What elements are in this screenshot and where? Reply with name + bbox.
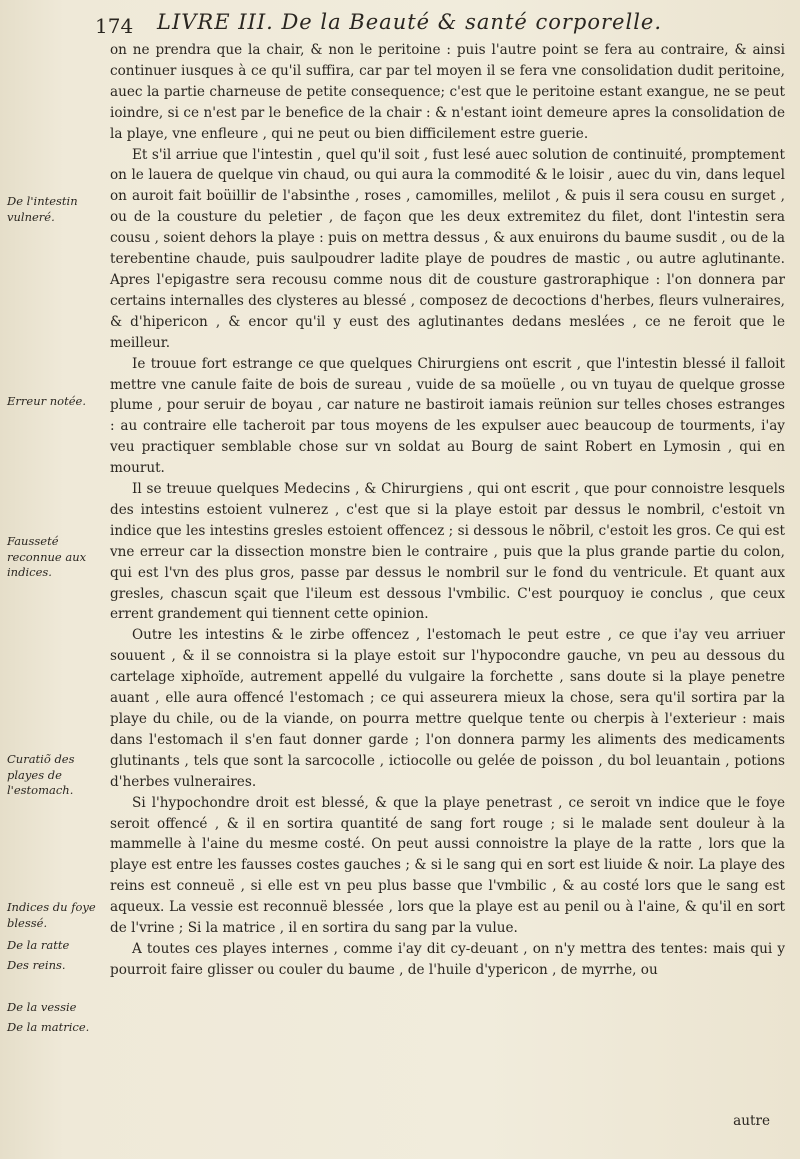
- margin-note-matrice: De la matrice.: [7, 1020, 90, 1034]
- paragraph: Si l'hypochondre droit est blessé, & que la playe penetrast , ce seroit vn indice que le foye seroit offencé , & il en sortira quantité de sang fort rouge ; si le malade sent douleur à la mammelle à l'aine du mesme costé. On peut aussi connoistre la playe de la ratte , lors que la playe est entre les fausses costes gauches ; & si le sang qui en sort est liuide & noir. La playe des reins est conneuë , si elle est vn peu plus basse que l'vmbilic , & au costé lors que le sang est aqueux. La vessie est reconnuë blessée , lors que la playe est au penil ou à l'aine, & qu'il en sort de l'vrine ; Si la matrice , il en sortira du sang par la vulue.: [110, 794, 785, 937]
- margin-note-intestin: De l'intestin vulneré.: [7, 194, 78, 224]
- page-header: [95, 8, 785, 40]
- paragraph: on ne prendra que la chair, & non le peritoine : puis l'autre point se fera au contraire, & ainsi continuer iusques à ce qu'il suffira, car par tel moyen il se fera vne consolidation dudit peritoine, auec la partie charneuse de petite consequence; c'est que le peritoine estant exangue, ne se peut ioindre, si ce n'est par le benefice de la chair : & n'estant ioint demeure apres la consolidation de la playe, vne enfleure , qui ne peut ou bien difficilement estre guerie.: [110, 42, 785, 142]
- margin-note-foye: Indices du foye blessé.: [7, 900, 96, 930]
- paragraph: A toutes ces playes internes , comme i'ay dit cy-deuant , on n'y mettra des tentes: mais qui y pourroit faire glisser ou couler du baume , de l'huile d'ypericon , de myrrhe, ou: [110, 940, 785, 978]
- margin-note-estomach: Curatiõ des playes de l'estomach.: [7, 752, 75, 797]
- paragraph: Outre les intestins & le zirbe offencez , l'estomach le peut estre , ce que i'ay veu arriuer souuent , & il se connoistra si la playe estoit sur l'hypocondre gauche, vn peu au dessous du cartelage xiphoïde, autrement appellé du vulgaire la forchette , sans doute si la playe penetre auant , elle aura offencé l'estomach ; ce qui asseurera mieux la chose, sera qu'il sortira par la playe du chile, ou de la viande, on pourra mettre quelque tente ou cherpis à l'exterieur : mais dans l'estomach il s'en faut donner garde ; l'on donnera parmy les aliments des medicaments glutinants , tels que sont la sarcocolle , ictiocolle ou gelée de poisson , du bol leuantain , potions d'herbes vulneraires.: [110, 627, 785, 790]
- margin-note-erreur: Erreur notée.: [7, 394, 86, 408]
- margin-note-reins: Des reins.: [7, 958, 66, 972]
- margin-note-faussete: Fausseté reconnue aux indices.: [7, 534, 87, 579]
- margin-note-vessie: De la vessie: [7, 1000, 77, 1014]
- margin-note-ratte: De la ratte: [7, 938, 70, 952]
- paragraph: Ie trouue fort estrange ce que quelques Chirurgiens ont escrit , que l'intestin blessé il falloit mettre vne canule faite de bois de sureau , vuide de sa moüelle , ou vn tuyau de quelque grosse plume , pour seruir de boyau , car nature ne bastiroit iamais reünion sur telles choses estranges : au contraire elle tacheroit par tous moyens de les expulser auec beaucoup de tourments, i'ay veu practiquer semblable chose sur vn soldat au Bourg de saint Robert en Lymosin , qui en mourut.: [110, 355, 785, 477]
- running-title: LIVRE III. De la Beauté & santé corporelle.: [157, 10, 663, 34]
- catchword: autre: [733, 1113, 770, 1129]
- paragraph: Il se treuue quelques Medecins , & Chirurgiens , qui ont escrit , que pour connoistre lesquels des intestins estoient vulnerez , c'est que si la playe estoit par dessus le nombril, c'estoit vn indice que les intestins gresles estoient offencez ; si dessous le nõbril, c'estoit les gros. Ce qui est vne erreur car la dissection monstre bien le contraire , puis que la plus grande partie du colon, qui est l'vn des plus gros, passe par dessus le nombril sur le fond du ventricule. Et quant aux gresles, chascun sçait que l'ileum est dessous l'vmbilic. C'est pourquoy ie conclus , que ceux errent grandement qui tiennent cette opinion.: [110, 481, 785, 623]
- paragraph: Et s'il arriue que l'intestin , quel qu'il soit , fust lesé auec solution de continuité, promptement on le lauera de quelque vin chaud, ou qui aura la commodité & le loisir , auec du vin, dans lequel on auroit fait boüillir de l'absinthe , roses , camomilles, melilot , & puis il sera cousu en surget , ou de la cousture du peletier , de façon que les deux extremitez du filet, dont l'intestin sera cousu , soient dehors la playe : puis on mettra dessus , & aux enuirons du baume susdit , ou de la terebentine chaude, puis saulpoudrer ladite playe de poudres de mastic , ou autre aglutinante. Apres l'epigastre sera recousu comme nous dit de cousture gastroraphique : l'on donnera par certains internalles des clysteres au blessé , composez de decoctions d'herbes, fleurs vulneraires, & d'hipericon , & encor qu'il y eust des aglutinantes dedans meslées , ce ne feroit que le meilleur.: [110, 146, 785, 351]
- main-text: [110, 40, 785, 981]
- page-number: 174: [95, 14, 134, 38]
